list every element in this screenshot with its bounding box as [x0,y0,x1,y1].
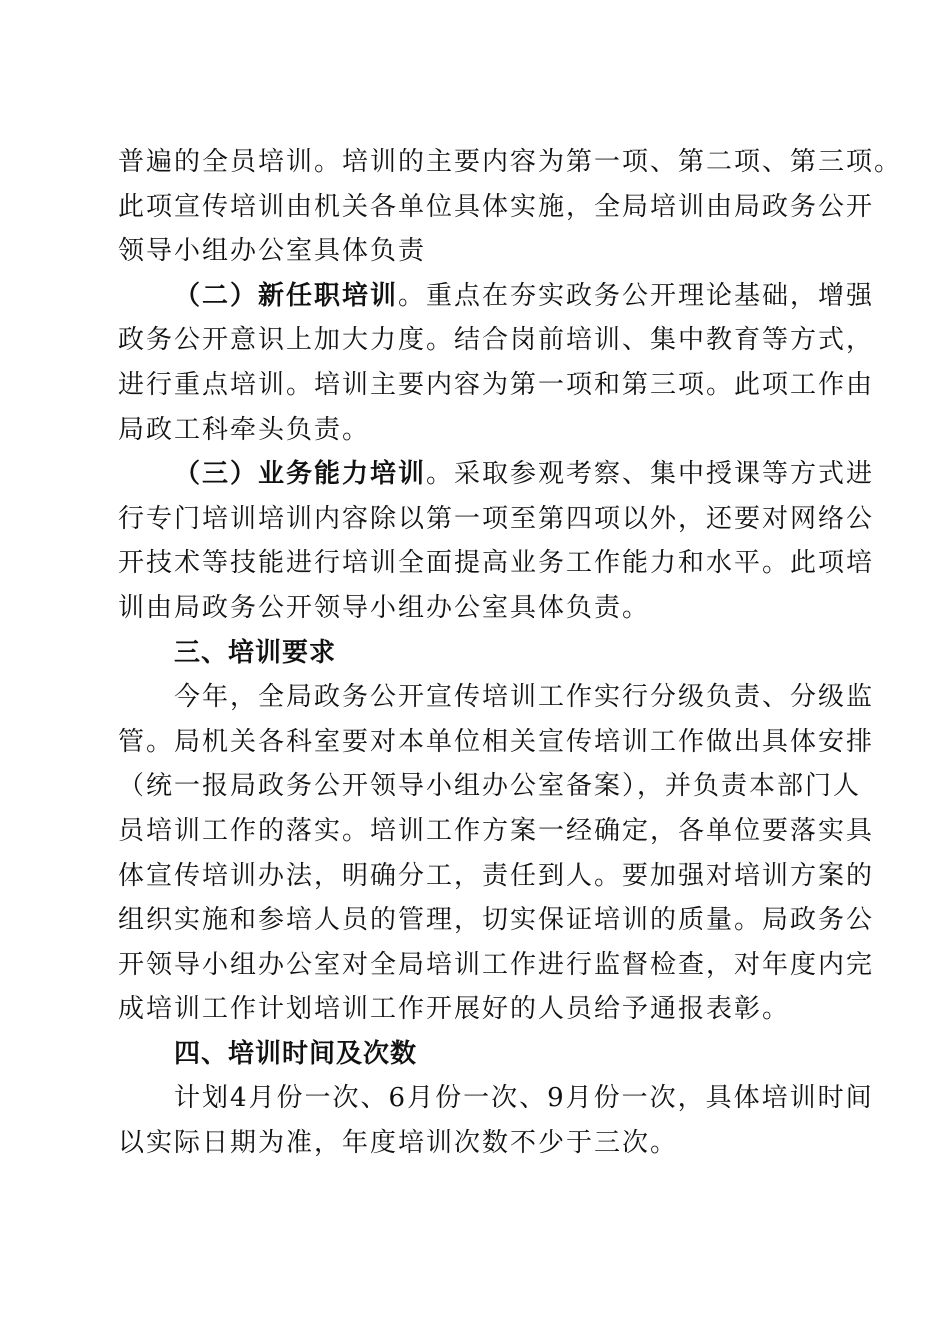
paragraph-line: 此项宣传培训由机关各单位具体实施，全局培训由局政务公开 [118,191,875,222]
paragraph-line: 局政工科牵头负责。 [118,414,371,445]
paragraph-line: 今年，全局政务公开宣传培训工作实行分级负责、分级监 [174,682,875,713]
paragraph-line: 行专门培训培训内容除以第一项至第四项以外，还要对网络公 [118,503,875,534]
paragraph-line [118,452,875,497]
paragraph-line: 成培训工作计划培训工作开展好的人员给予通报表彰。 [118,994,791,1025]
section-heading: 三、培训要求 [174,637,337,668]
paragraph-line: 体宣传培训办法，明确分工，责任到人。要加强对培训方案的 [118,860,875,891]
paragraph-line: 员培训工作的落实。培训工作方案一经确定，各单位要落实具 [118,815,875,846]
section-heading: 四、培训时间及次数 [174,1038,418,1069]
paragraph-line: 训由局政务公开领导小组办公室具体负责。 [118,592,651,623]
paragraph-line: 政务公开意识上加大力度。结合岗前培训、集中教育等方式， [118,325,875,356]
document-body [118,140,903,1166]
paragraph-line: 领导小组办公室具体负责 [118,236,427,267]
paragraph-line: 开领导小组办公室对全局培训工作进行监督检查，对年度内完 [118,949,875,980]
paragraph-line: 组织实施和参培人员的管理，切实保证培训的质量。局政务公 [118,905,875,936]
paragraph-line: （统一报局政务公开领导小组办公室备案），并负责本部门人 [118,771,862,802]
paragraph-line: 开技术等技能进行培训全面提高业务工作能力和水平。此项培 [118,548,875,579]
paragraph-line: 管。局机关各科室要对本单位相关宣传培训工作做出具体安排 [118,726,875,757]
paragraph-line [118,274,875,319]
paragraph-line: 进行重点培训。培训主要内容为第一项和第三项。此项工作由 [118,369,875,400]
paragraph-line: 以实际日期为准，年度培训次数不少于三次。 [118,1128,679,1159]
subsection-title: （二）新任职培训 [174,280,399,311]
paragraph-text: 。采取参观考察、集中授课等方式进 [426,459,875,490]
subsection-title: （三）业务能力培训 [174,459,427,490]
paragraph-line: 普遍的全员培训。培训的主要内容为第一项、第二项、第三项。 [118,147,903,177]
paragraph-line: 计划4月份一次、6月份一次、9月份一次，具体培训时间 [174,1083,874,1114]
paragraph-text: 。重点在夯实政务公开理论基础，增强 [398,280,875,311]
